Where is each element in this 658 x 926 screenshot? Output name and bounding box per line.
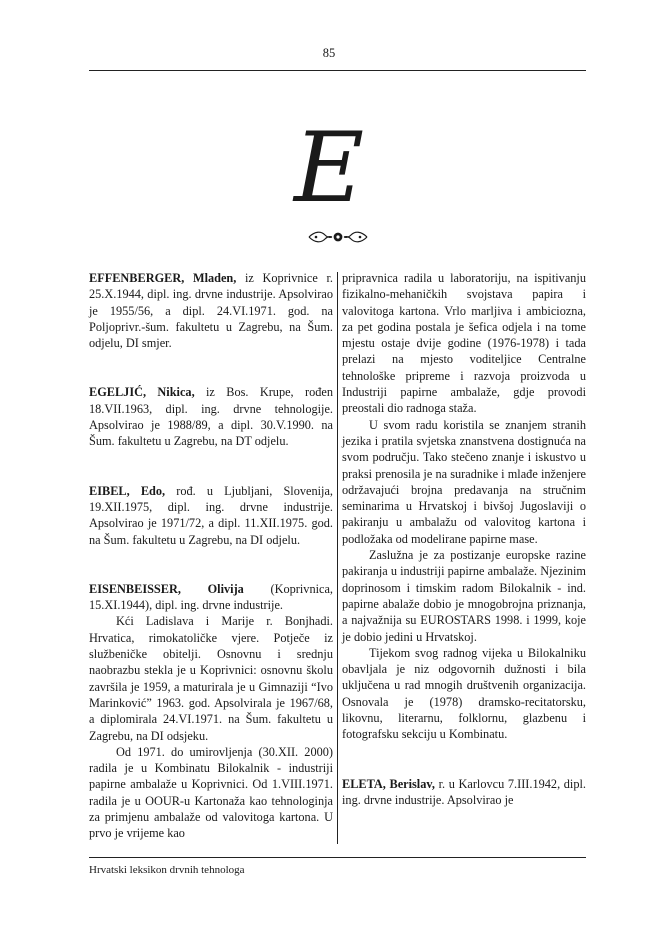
- header-rule: [89, 70, 586, 71]
- entry-paragraph: Zaslužna je za postizanje europske razine pakiranja u industriji papirne ambalaže. Njezinim doprinosom i timskim radom Bilokalnik - ind. papirne abalaže dobio je mnogobrojna priznanja, a najvažnija su EUROSTARS 1998. i 1999, koje je dobio jedini u Hrvatskoj.: [342, 548, 586, 644]
- entry-text: rođ. u Ljubljani, Slovenija, 19.XII.1975, dipl. ing. drvne industrije. Apsolvirao je 1971/72, a dipl. 11.XII.1975. god. na Šum. fakultetu u Zagrebu, na DI odjelu.: [89, 483, 333, 547]
- headword: EFFENBERGER, Mladen,: [89, 271, 237, 285]
- headword: EISENBEISSER, Olivija: [89, 581, 244, 596]
- headword: ELETA, Berislav,: [342, 776, 435, 791]
- headword: EIBEL, Edo,: [89, 483, 166, 498]
- left-column: [89, 270, 333, 858]
- page-number: 85: [322, 46, 336, 60]
- entry-paragraph: Kći Ladislava i Marije r. Bonjhadi. Hrvatica, rimokatoličke vjere. Potječe iz službeničke obitelji. Osnovnu i srednju naobrazbu stekla je u Koprivnici: osnovnu školu završila je 1959, a maturirala je u Gimnaziji “Ivo Marinković” 1963. god. Apsolvirala je 1967/68, a diplomirala 24.VI.1971. na Šum. fakultetu u Zagrebu, na DI odsjeku.: [89, 614, 333, 743]
- entry-eisenbeisser: [89, 581, 333, 842]
- entry-text: (Koprivnica, 15.XI.1944), dipl. ing. drvne industrije.: [89, 581, 334, 613]
- entry-text: r. u Karlovcu 7.III.1942, dipl. ing. drvne industrije. Apsolvirao je: [342, 776, 586, 807]
- ornament-divider: [307, 229, 369, 245]
- entry-egeljic: [89, 384, 333, 449]
- entry-eibel: [89, 483, 333, 548]
- entry-paragraph: Tijekom svog radnog vijeka u Bilokalniku obavljala je niz odgovornih dužnosti i bila uključena u rad mnogih društvenih organizacija. Osnovala je (1978) dramsko-recitatorsku, likovnu, literarnu, folklornu, glazbenu i fotografsku sekciju u Kombinatu.: [342, 645, 586, 742]
- right-column: [342, 270, 586, 824]
- entry-text: iz Bos. Krupe, rođen 18.VII.1963, dipl. ing. drvne tehnologije. Apsolvirao je 1988/89, a dipl. 30.V.1990. na Šum. fakultetu u Zagrebu, na DT odjelu.: [89, 385, 333, 449]
- footer-rule: [89, 857, 586, 858]
- entry-effenberger: [89, 270, 333, 351]
- column-divider: [337, 272, 338, 844]
- entry-text: iz Koprivnice r. 25.X.1944, dipl. ing. drvne industrije. Apsolvirao je 1955/56, a dipl. 24.VI.1971. god. na Poljoprivr.-šum. fakultetu u Zagrebu, na Šum. odjelu, DI smjer.: [89, 271, 333, 351]
- entry-paragraph: pripravnica radila u laboratoriju, na ispitivanju fizikalno-mehaničkih svojstava papira i valovitoga kartona. Vrlo marljiva i ambiciozna, za pet godina postala je šefica odjela i na tome mjestu ostaje dvije godine (1976-1978) i tada prelazi na mjesto voditeljice Centralne tehnološke pripreme i razvoja proizvoda u Industriji papirne ambalaže, gdje provodi preostali dio radnoga staža.: [342, 271, 586, 416]
- entry-paragraph: Od 1971. do umirovljenja (30.XII. 2000) radila je u Kombinatu Bilokalnik - industriji papirne ambalaže u Koprivnici. Od 1.VIII.1971. radila je u OOUR-u Kartonaža kao tehnologinja za primjenu ambalaže od valovitoga kartona. U prvo je vrijeme kao: [89, 744, 333, 841]
- section-letter: E: [293, 112, 365, 224]
- entry-eisenbeisser-continued: [342, 270, 586, 743]
- footer-title: Hrvatski leksikon drvnih tehnologa: [89, 864, 245, 876]
- entry-paragraph: U svom radu koristila se znanjem stranih jezika i pratila svjetska znanstvena dostignuća na svom području. Tako stečeno znanje i iskustvo u praksi prenosila je na suradnike i mlađe inženjere održavajući brojna predavanja na stručnim seminarima u Hrvatskoj i bivšoj Jugoslaviji o pakiranju u ambalažu od valovitog kartona i podložaka od modelirane papirne mase.: [342, 417, 586, 546]
- entry-eleta: [342, 776, 586, 809]
- headword: EGELJIĆ, Nikica,: [89, 385, 195, 400]
